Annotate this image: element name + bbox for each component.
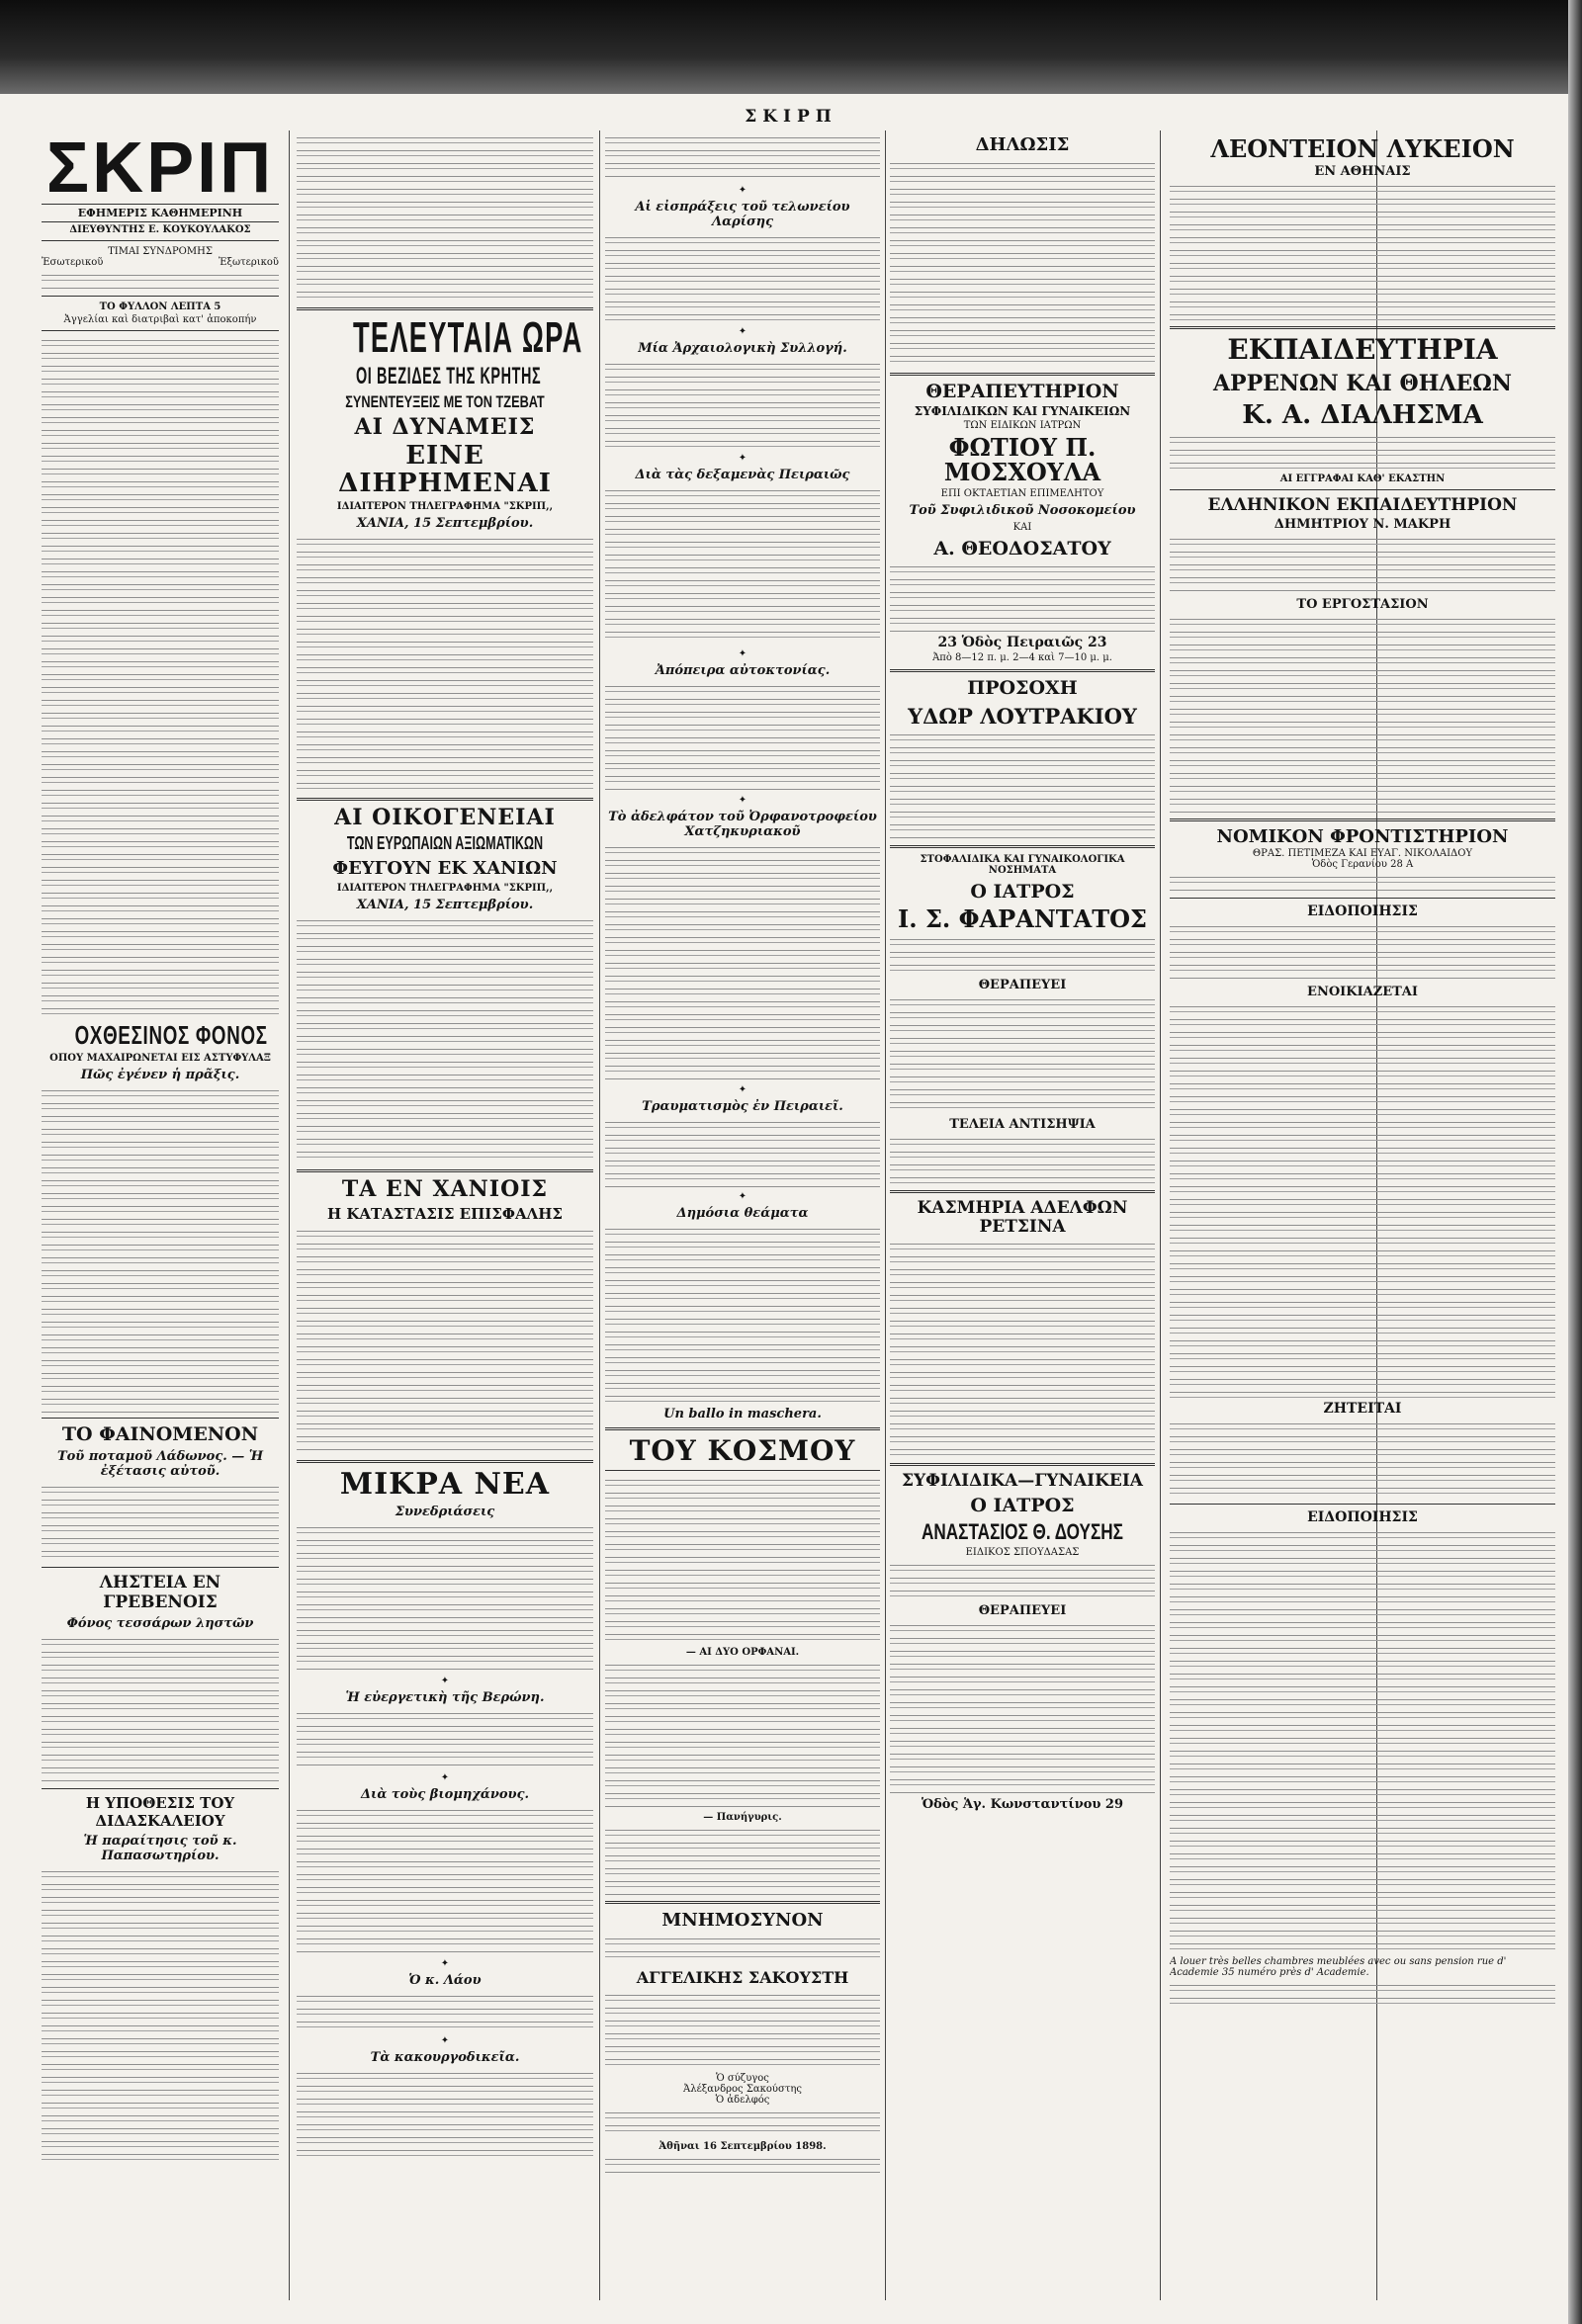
ad-syphilis-doctor-label: Ο ΙΑΤΡΟΣ [970, 1495, 1075, 1517]
ad-schools-enrol: ΑΙ ΕΓΓΡΑΦΑΙ ΚΑΘ' ΕΚΑΣΤΗΝ [1279, 473, 1446, 484]
column-rule [289, 130, 290, 2300]
headline-declaration: ΔΗΛΩΣΙΣ [975, 134, 1070, 155]
memorial-date: Ἀθῆναι 16 Σεπτεμβρίου 1898. [659, 2141, 827, 2153]
ad-schools-dialisma: Κ. Α. ΔΙΑΛΗΣΜΑ [1242, 400, 1483, 431]
ad-law-tutors: ΘΡΑΣ. ΠΕΤΙΜΕΖΑ ΚΑΙ ΕΥΑΓ. ΝΙΚΟΛΑΙΔΟΥ [1252, 848, 1473, 860]
item-larisa-customs: Αἱ εἰσπράξεις τοῦ τελωνείου Λαρίσης [635, 200, 850, 229]
masthead-subtitle: ΕΦΗΜΕΡΙΣ ΚΑΘΗΜΕΡΙΝΗ [42, 204, 279, 222]
headline-society: ΤΟΥ ΚΟΣΜΟΥ [629, 1434, 856, 1467]
ad-clinic-sub: ΣΥΦΙΛΙΔΙΚΩΝ ΚΑΙ ΓΥΝΑΙΚΕΙΩΝ [914, 403, 1131, 418]
ad-greek-school: ΕΛΛΗΝΙΚΟΝ ΕΚΠΑΙΔΕΥΤΗΡΙΟΝ [1207, 494, 1518, 515]
domestic-label: Ἐσωτερικοῦ [42, 257, 104, 268]
ad-attention-heading: ΠΡΟΣΟΧΗ [967, 677, 1078, 700]
dateline-2: ΧΑΝΙΑ, 15 Σεπτεμβρίου. [356, 897, 534, 912]
ad-antisepsis: ΤΕΛΕΙΑ ΑΝΤΙΣΗΨΙΑ [949, 1117, 1096, 1133]
headline-in-chania: ΤΑ ΕΝ ΧΑΝΙΟΙΣ [341, 1175, 549, 1202]
column-4 [890, 130, 1155, 2305]
ad-schools-sub: ΑΡΡΕΝΩΝ ΚΑΙ ΘΗΛΕΩΝ [1212, 371, 1512, 397]
ad-notice-1: ΕΙΔΟΠΟΙΗΣΙΣ [1307, 904, 1418, 920]
headline-grevena: ΛΗΣΤΕΙΑ ΕΝ ΓΡΕΒΕΝΟΙΣ [99, 1573, 221, 1613]
column-rule [1160, 130, 1161, 2300]
ad-doctor-farantatos: Ι. Σ. ΦΑΡΑΝΤΑΤΟΣ [898, 904, 1147, 934]
item-suicide-attempt: Ἀπόπειρα αὐτοκτονίας. [655, 663, 831, 678]
column-rule [885, 130, 886, 2300]
headline-forces: ΑΙ ΔΥΝΑΜΕΙΣ [354, 414, 536, 441]
ad-french-rooms: A louer très belles chambres meublées avec ou sans pension rue d' Academie 35 numéro près d' Academie. [1170, 1956, 1507, 1979]
headline-grevena-deck: Φόνος τεσσάρων ληστῶν [66, 1616, 254, 1632]
ad-factory: ΤΟ ΕΡΓΟΣΤΑΣΙΟΝ [1296, 596, 1429, 612]
item-orphanage: Τὸ ἀδελφάτον τοῦ Ὀρφανοτροφείου Χατζηκυριακοῦ [608, 810, 877, 839]
masthead-director: ΔΙΕΥΘΥΝΤΗΣ Ε. ΚΟΥΚΟΥΛΑΚΟΣ [69, 224, 251, 235]
column-rule [599, 130, 600, 2300]
headline-divided: ΕΙΝΕ ΔΙΗΡΗΜΕΝΑΙ [338, 441, 552, 498]
small-news-sub: Συνεδριάσεις [395, 1504, 495, 1519]
issue-price: ΤΟ ΦΥΛΛΟΝ ΛΕΠΤΑ 5 [99, 301, 221, 312]
ad-syphilis-treats: ΘΕΡΑΠΕΥΕΙ [978, 1603, 1067, 1619]
ad-syphilis-title: ΣΥΦΙΛΙΔΙΚΑ—ΓΥΝΑΙΚΕΙΑ [902, 1470, 1143, 1491]
column-5 [1170, 130, 1555, 2305]
headline-murder-sub: ΟΠΟΥ ΜΑΧΑΙΡΩΝΕΤΑΙ ΕΙΣ ΑΣΤΥΦΥΛΑΞ [49, 1053, 271, 1065]
headline-officers: ΤΩΝ ΕΥΡΩΠΑΙΩΝ ΑΞΙΩΜΑΤΙΚΩΝ [346, 832, 544, 853]
ad-syphilis-dousis: ΑΝΑΣΤΑΣΙΟΣ Θ. ΔΟΥΣΗΣ [922, 1519, 1123, 1545]
ad-law-address: Ὁδὸς Γερανίου 28 A [1311, 859, 1414, 871]
memorial-sig-spouse: Ὁ σύζυγος [716, 2073, 769, 2085]
ad-clinic-hours: Ἀπὸ 8—12 π. μ. 2—4 καὶ 7—10 μ. μ. [932, 652, 1112, 664]
ad-notice-2: ΕΙΔΟΠΟΙΗΣΙΣ [1307, 1509, 1418, 1526]
subscription-heading: ΤΙΜΑΙ ΣΥΝΔΡΟΜΗΣ [108, 246, 213, 257]
headline-situation: Η ΚΑΤΑΣΤΑΣΙΣ ΕΠΙΣΦΑΛΗΣ [326, 1205, 564, 1224]
item-archaeology: Μία Ἀρχαιολογικὴ Συλλογή. [638, 341, 847, 356]
item-two-orphans: — ΑΙ ΔΥΟ ΟΡΦΑΝΑΙ. [685, 1647, 800, 1659]
ad-clinic-and: ΚΑΙ [1012, 522, 1032, 534]
item-laou: Ὁ κ. Λάου [408, 1972, 482, 1988]
ad-clinic-address: 23 Ὁδὸς Πειραιῶς 23 [937, 635, 1107, 651]
item-criminal-courts: Τὰ κακουργοδικεῖα. [370, 2049, 520, 2065]
telegram-label-1: ΙΔΙΑΙΤΕΡΟΝ ΤΗΛΕΓΡΑΦΗΜΑ "ΣΚΡΙΠ,, [336, 500, 554, 512]
ad-clinic-hospital: Τοῦ Συφιλιδικοῦ Νοσοκομείου [909, 503, 1136, 519]
ad-clinic-theodosatos: Α. ΘΕΟΔΟΣΑΤΟΥ [933, 538, 1111, 560]
ad-clinic-title: ΘΕΡΑΠΕΥΤΗΡΙΟΝ [925, 381, 1119, 402]
ad-kasmiria-title: ΚΑΣΜΗΡΙΑ ΑΔΕΛΦΩΝ ΡΕΤΣΙΝΑ [917, 1198, 1128, 1237]
headline-didaskaleio-deck: Ἡ παραίτησις τοῦ κ. Παπασωτηρίου. [83, 1834, 237, 1864]
running-head: ΣΚΙΡΠ [745, 107, 837, 127]
ad-law-tutoring: ΝΟΜΙΚΟΝ ΦΡΟΝΤΙΣΤΗΡΙΟΝ [1216, 825, 1509, 847]
ad-doctor-label: Ο ΙΑΤΡΟΣ [970, 881, 1075, 904]
headline-last-hour: ΤΕΛΕΥΤΑΙΑ ΩΡΑ [353, 313, 583, 362]
headline-crete: ΟΙ ΒΕΖΙΔΕΣ ΤΗΣ ΚΡΗΤΗΣ [356, 363, 542, 389]
ad-leonteion-title: ΛΕΟΝΤΕΙΟΝ ΛΥΚΕΙΟΝ [1210, 134, 1515, 163]
show-title: Un ballo in maschera. [663, 1407, 822, 1421]
headline-interviews: ΣΥΝΕΝΤΕΥΞΕΙΣ ΜΕ ΤΟΝ ΤΖΕΒΑΤ [345, 392, 545, 412]
ad-for-rent: ΕΝΟΙΚΙΑΖΕΤΑΙ [1307, 985, 1418, 1000]
ad-greek-school-name: ΔΗΜΗΤΡΙΟΥ Ν. ΜΑΚΡΗ [1274, 516, 1451, 532]
memorial-sig-brother: Ὁ ἀδελφός [715, 2095, 770, 2107]
headline-leave-chania: ΦΕΥΓΟΥΝ ΕΚ ΧΑΝΙΩΝ [332, 857, 558, 879]
headline-phenomenon: ΤΟ ΦΑΙΝΟΜΕΝΟΝ [61, 1423, 259, 1446]
ad-syphilis-address: Ὁδὸς Ἁγ. Κωνσταντίνου 29 [921, 1797, 1124, 1813]
item-piraeus-injury: Τραυματισμὸς ἐν Πειραιεῖ. [642, 1099, 843, 1114]
ad-schools-title: ΕΚΠΑΙΔΕΥΤΗΡΙΑ [1227, 333, 1498, 367]
ad-clinic-moschoulas: ΦΩΤΙΟΥ Π. ΜΟΣΧΟΥΛΑ [943, 432, 1101, 487]
column-3: ✦ Αἱ εἰσπράξεις τοῦ τελωνείου Λαρίσης ✦ Μία Ἀρχαιολογικὴ Συλλογή. ✦ Διὰ τὰς δεξαμενὰς Πειραιῶς ✦ Ἀπόπειρα αὐτοκτονίας. ✦ Τὸ ἀδελφάτον τοῦ Ὀρφανοτροφείου Χατζηκυριακοῦ ✦ Τραυματισμὸς ἐν Πειραιεῖ. ✦ Δημόσια θεάματα Un ballo in maschera. ΤΟΥ ΚΟΣΜΟΥ — ΑΙ ΔΥΟ ΟΡΦΑΝΑΙ. — Πανήγυρις. ΜΝΗΜΟΣΥΝΟΝ ΑΓΓΕΛΙΚΗΣ ΣΑΚΟΥΣΤΗ Ὁ σύζυγος Ἀλέξανδρος Σακούστης Ὁ ἀδελφός Ἀθῆναι 16 Σεπτεμβρίου 1898. [605, 130, 880, 2305]
item-public-shows: Δημόσια θεάματα [676, 1206, 809, 1221]
memorial-sig-name: Ἀλέξανδρος Σακούστης [683, 2084, 802, 2096]
ad-wanted: ΖΗΤΕΙΤΑΙ [1323, 1401, 1402, 1418]
dateline-1: ΧΑΝΙΑ, 15 Σεπτεμβρίου. [356, 515, 534, 531]
headline-murder-deck: Πῶς ἐγένεν ἡ πρᾶξις. [80, 1068, 240, 1083]
ads-note: Ἀγγελίαι καὶ διατριβαὶ κατ' ἀποκοπήν [63, 314, 257, 325]
item-piraeus-docks: Διὰ τὰς δεξαμενὰς Πειραιῶς [635, 468, 850, 482]
headline-murder: ΟΧΘΕΣΙΝΟΣ ΦΟΝΟΣ [74, 1020, 268, 1050]
ad-leonteion-city: ΕΝ ΑΘΗΝΑΙΣ [1314, 164, 1411, 180]
scan-top-edge [0, 0, 1582, 94]
column-1 [42, 130, 279, 2305]
memorial-name: ΑΓΓΕΛΙΚΗΣ ΣΑΚΟΥΣΤΗ [636, 1968, 849, 1988]
foreign-label: Ἐξωτερικοῦ [218, 257, 279, 268]
ad-syphilis-specialist: ΕΙΔΙΚΟΣ ΣΠΟΥΔΑΣΑΣ [965, 1547, 1080, 1559]
memorial-heading: ΜΝΗΜΟΣΥΝΟΝ [661, 1910, 824, 1932]
masthead-title: ΣΚΡΙΠ [45, 130, 275, 208]
telegram-label-2: ΙΔΙΑΙΤΕΡΟΝ ΤΗΛΕΓΡΑΦΗΜΑ "ΣΚΡΙΠ,, [336, 882, 554, 894]
item-industrialists: Διὰ τοὺς βιομηχάνους. [360, 1786, 530, 1802]
ad-doctor-category: ΣΤΟΦΑΛΙΔΙΚΑ ΚΑΙ ΓΥΝΑΙΚΟΛΟΓΙΚΑ ΝΟΣΗΜΑΤΑ [920, 854, 1125, 877]
column-2: ΤΕΛΕΥΤΑΙΑ ΩΡΑ ΟΙ ΒΕΖΙΔΕΣ ΤΗΣ ΚΡΗΤΗΣ ΣΥΝΕΝΤΕΥΞΕΙΣ ΜΕ ΤΟΝ ΤΖΕΒΑΤ ΑΙ ΔΥΝΑΜΕΙΣ ΕΙΝΕ ΔΙΗΡΗΜΕΝΑΙ ΙΔΙΑΙΤΕΡΟΝ ΤΗΛΕΓΡΑΦΗΜΑ "ΣΚΡΙΠ,, ΧΑΝΙΑ, 15 Σεπτεμβρίου. ΑΙ ΟΙΚΟΓΕΝΕΙΑΙ ΤΩΝ ΕΥΡΩΠΑΙΩΝ ΑΞΙΩΜΑΤΙΚΩΝ ΦΕΥΓΟΥΝ ΕΚ ΧΑΝΙΩΝ ΙΔΙΑΙΤΕΡΟΝ ΤΗΛΕΓΡΑΦΗΜΑ "ΣΚΡΙΠ,, ΧΑΝΙΑ, 15 Σεπτεμβρίου. ΤΑ ΕΝ ΧΑΝΙΟΙΣ Η ΚΑΤΑΣΤΑΣΙΣ ΕΠΙΣΦΑΛΗΣ ΜΙΚΡΑ ΝΕΑ Συνεδριάσεις ✦ Ἡ εὐεργετικὴ τῆς Βερώνη. ✦ Διὰ τοὺς βιομηχάνους. ✦ Ὁ κ. Λάου ✦ Τὰ κακουργοδικεῖα. [297, 130, 593, 2305]
headline-small-news: ΜΙΚΡΑ ΝΕΑ [339, 1467, 551, 1503]
ad-clinic-doctors: ΤΩΝ ΕΙΔΙΚΩΝ ΙΑΤΡΩΝ [963, 419, 1082, 431]
ad-clinic-tenure: ΕΠΙ ΟΚΤΑΕΤΙΑΝ ΕΠΙΜΕΛΗΤΟΥ [940, 488, 1104, 500]
headline-phenomenon-deck: Τοῦ ποταμοῦ Λάδωνος. — Ἡ ἐξέτασις αὐτοῦ. [56, 1449, 264, 1480]
ad-loutraki-water: ΥΔΩΡ ΛΟΥΤΡΑΚΙΟΥ [908, 704, 1137, 730]
item-festival: — Πανήγυρις. [703, 1812, 782, 1824]
headline-didaskaleio: Η ΥΠΟΘΕΣΙΣ ΤΟΥ ΔΙΔΑΣΚΑΛΕΙΟΥ [85, 1794, 235, 1831]
scan-right-edge [1568, 0, 1582, 2324]
ad-doctor-treats: ΘΕΡΑΠΕΥΕΙ [978, 978, 1067, 993]
headline-families: ΑΙ ΟΙΚΟΓΕΝΕΙΑΙ [334, 804, 556, 830]
item-verona: Ἡ εὐεργετικὴ τῆς Βερώνη. [345, 1689, 545, 1705]
